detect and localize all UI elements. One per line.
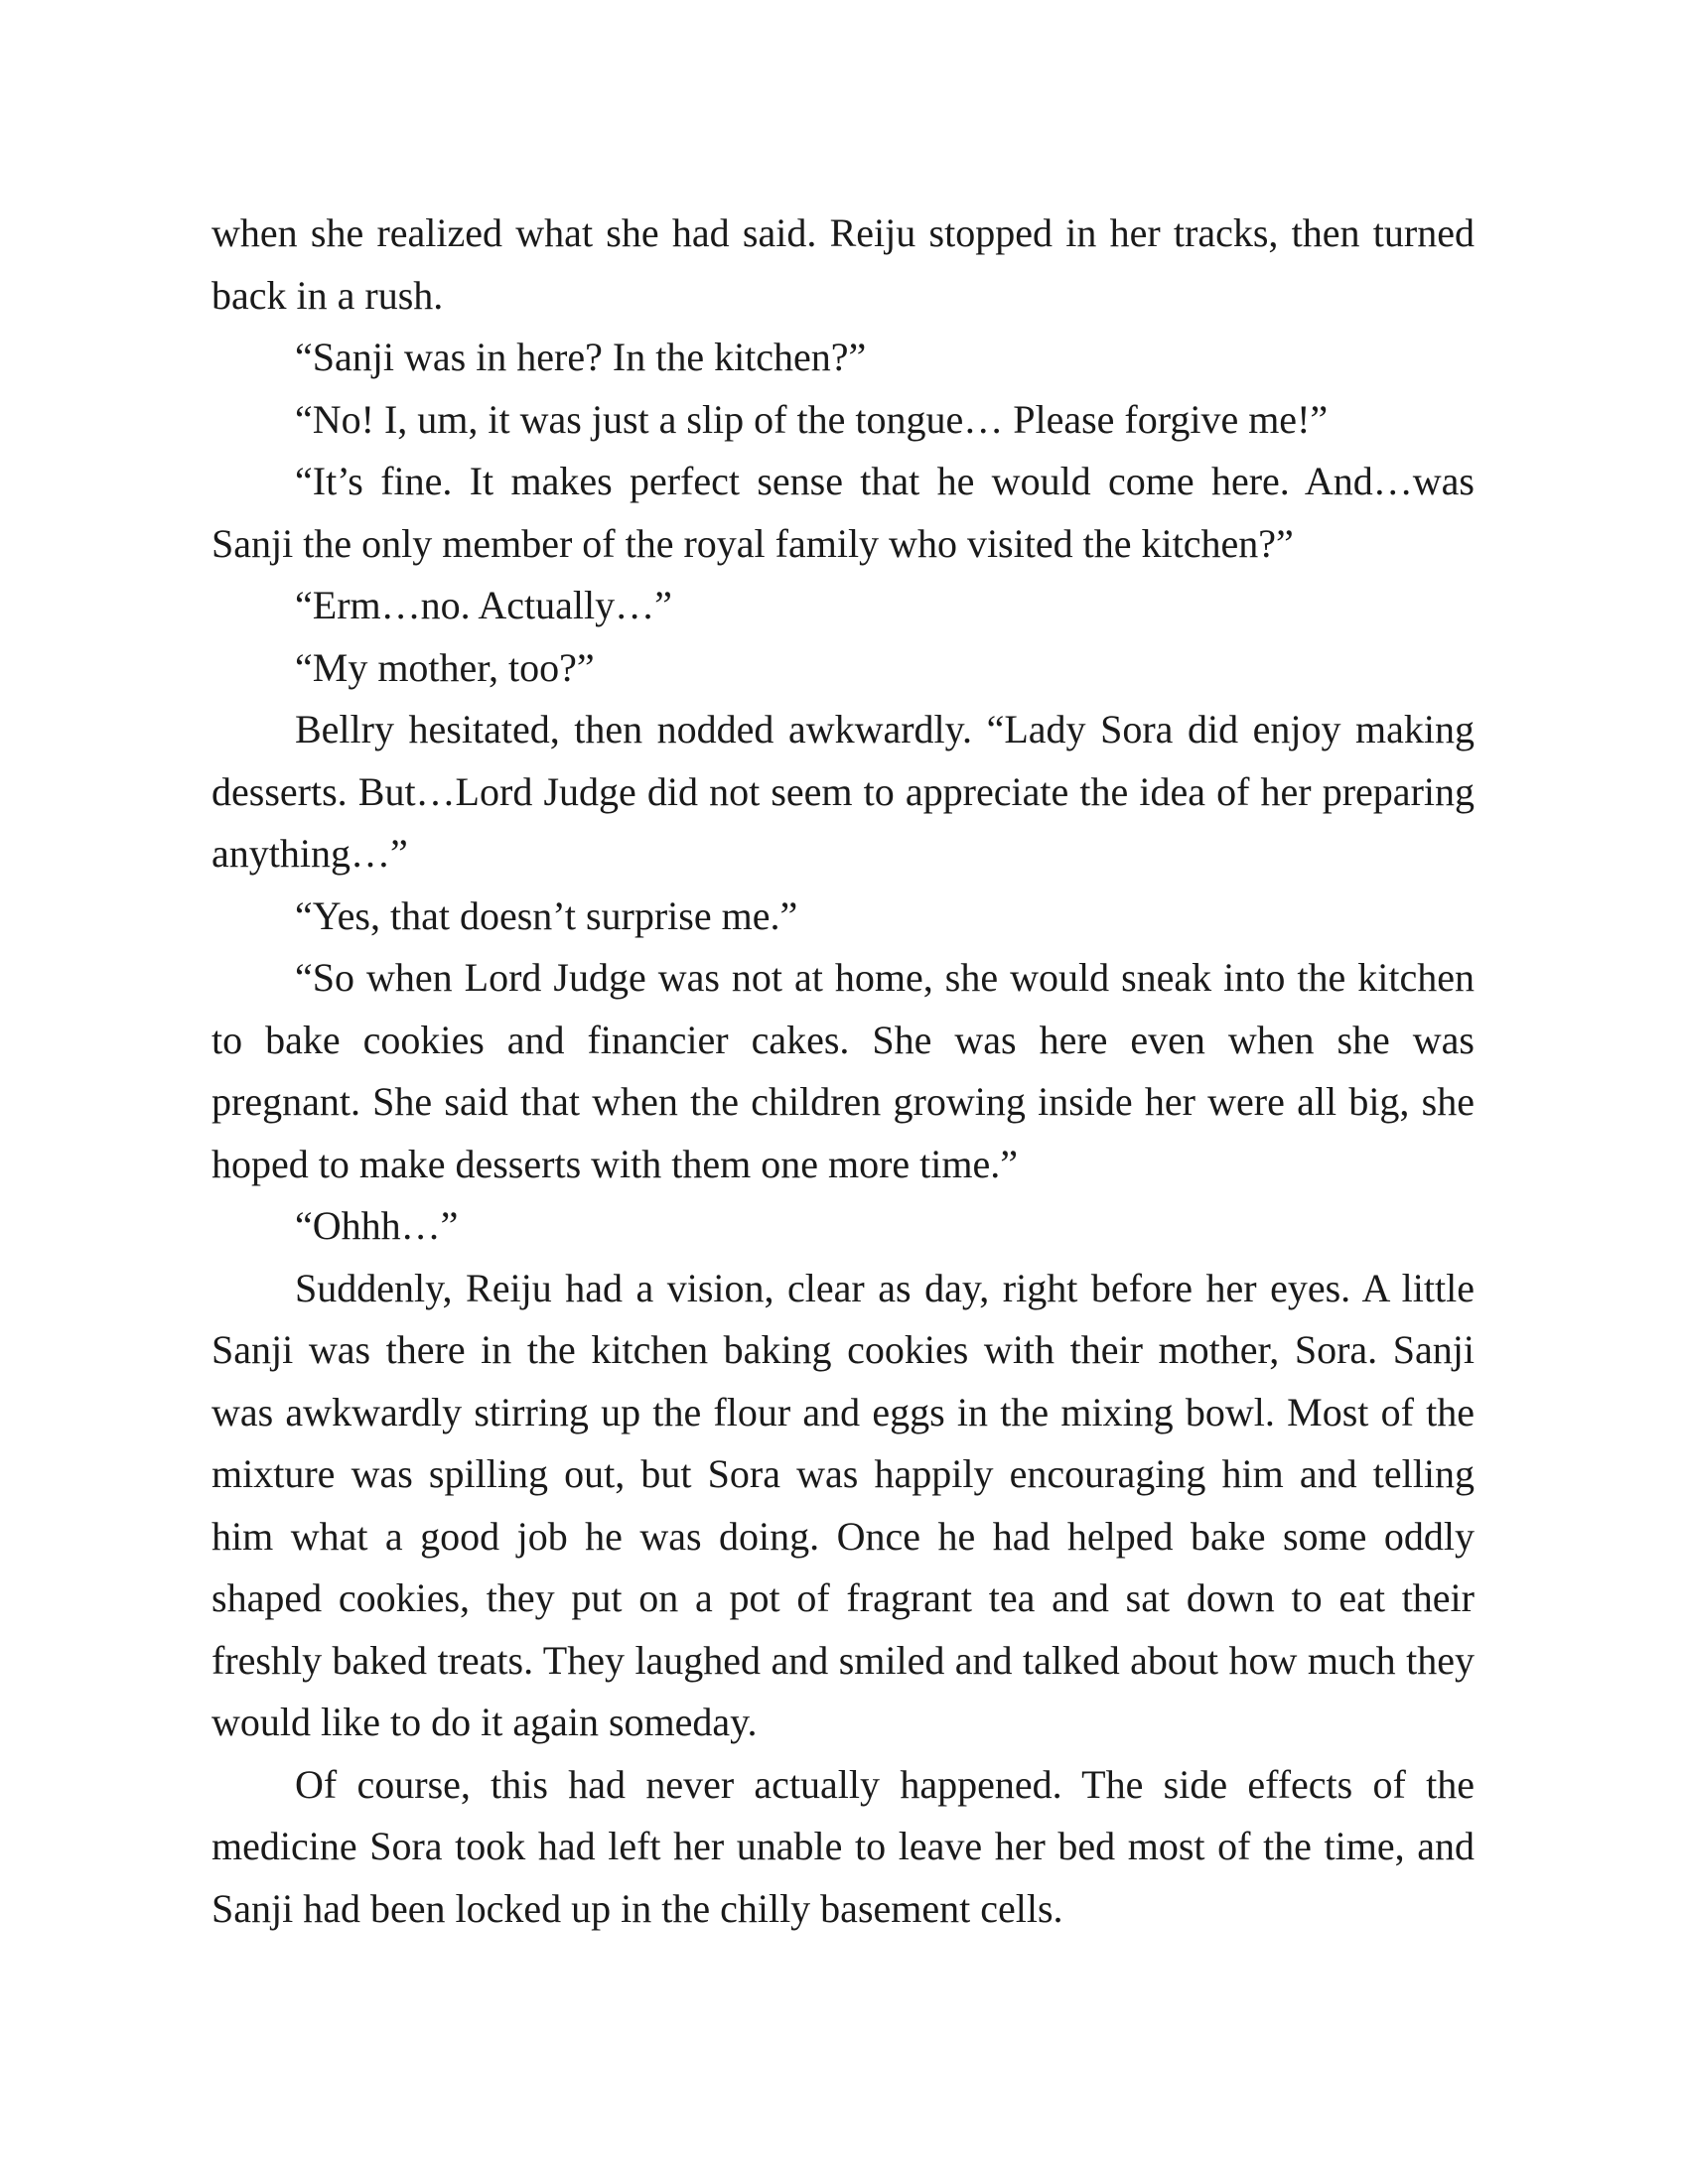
paragraph: “So when Lord Judge was not at home, she would sneak into the kitchen to bake cookies and financier cakes. She was here even when she was pregnant. She said that when the children growing inside her were all big, she hoped to make desserts with them one more time.” bbox=[211, 955, 1475, 1186]
paragraph: Bellry hesitated, then nodded awkwardly. “Lady Sora did enjoy making desserts. But…Lord Judge did not seem to appreciate the idea of her preparing anything…” bbox=[211, 707, 1475, 876]
paragraph-continuation: when she realized what she had said. Reiju stopped in her tracks, then turned back in a rush. bbox=[211, 210, 1475, 318]
paragraph: “No! I, um, it was just a slip of the tongue… Please forgive me!” bbox=[295, 396, 1329, 442]
book-page bbox=[211, 203, 1475, 1940]
paragraph: “It’s fine. It makes perfect sense that he would come here. And…was Sanji the only member of the royal family who visited the kitchen?” bbox=[211, 459, 1475, 566]
paragraph: Suddenly, Reiju had a vision, clear as day, right before her eyes. A little Sanji was there in the kitchen baking cookies with their mother, Sora. Sanji was awkwardly stirring up the flour and eggs in the mixing bowl. Most of the mixture was spilling out, but Sora was happily encouraging him and telling him what a good job he was doing. Once he had helped bake some oddly shaped cookies, they put on a pot of fragrant tea and sat down to eat their freshly baked treats. They laughed and smiled and talked about how much they would like to do it again someday. bbox=[211, 1265, 1475, 1744]
paragraph: Of course, this had never actually happened. The side effects of the medicine Sora took had left her unable to leave her bed most of the time, and Sanji had been locked up in the chilly basement cells. bbox=[211, 1761, 1475, 1931]
paragraph: “Erm…no. Actually…” bbox=[295, 583, 672, 627]
paragraph: “Ohhh…” bbox=[295, 1203, 459, 1248]
paragraph: “Yes, that doesn’t surprise me.” bbox=[295, 892, 798, 938]
paragraph: “My mother, too?” bbox=[295, 644, 595, 690]
paragraph: “Sanji was in here? In the kitchen?” bbox=[295, 335, 867, 379]
